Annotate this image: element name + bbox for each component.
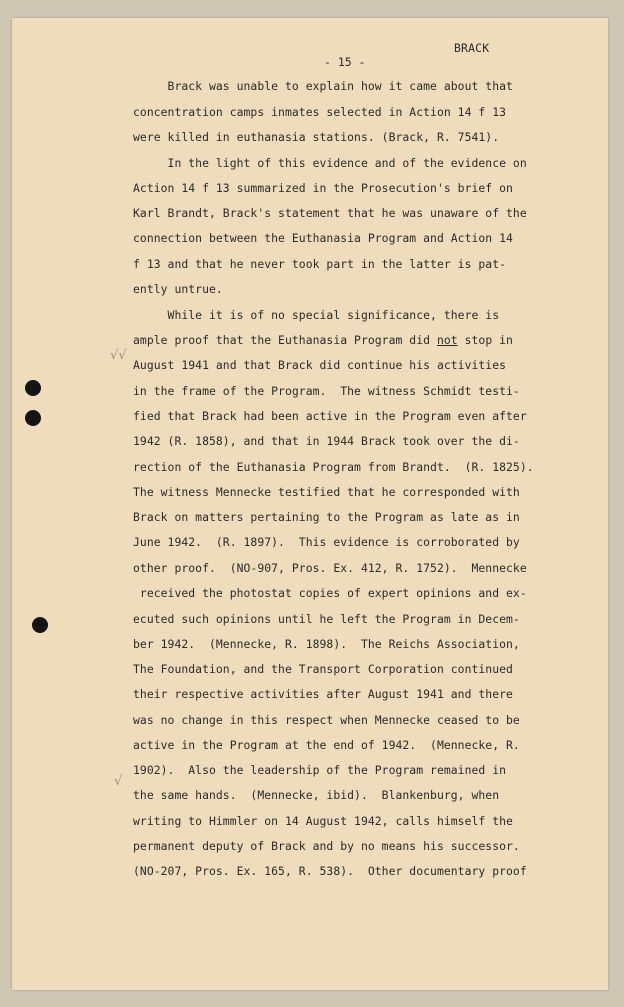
text-line: their respective activities after August 1941 and there bbox=[133, 687, 513, 701]
text-line: were killed in euthanasia stations. (Brack, R. 7541). bbox=[133, 130, 500, 144]
margin-checkmark-single: √ bbox=[114, 774, 123, 789]
text-line: fied that Brack had been active in the Program even after bbox=[133, 409, 527, 423]
document-page bbox=[12, 18, 608, 990]
binder-hole-top bbox=[25, 380, 41, 396]
text-line: Brack was unable to explain how it came about that bbox=[133, 79, 513, 93]
text-line: active in the Program at the end of 1942. (Mennecke, R. bbox=[133, 738, 520, 752]
text-line: permanent deputy of Brack and by no means his successor. bbox=[133, 839, 520, 853]
text-line: other proof. (NO-907, Pros. Ex. 412, R. 1752). Mennecke bbox=[133, 561, 527, 575]
text-line: in the frame of the Program. The witness Schmidt testi- bbox=[133, 384, 520, 398]
page-number: - 15 - bbox=[324, 55, 366, 69]
text-line: Brack on matters pertaining to the Program as late as in bbox=[133, 510, 520, 524]
header-name: BRACK bbox=[454, 41, 490, 55]
text-line: Karl Brandt, Brack's statement that he was unaware of the bbox=[133, 206, 527, 220]
text-line: August 1941 and that Brack did continue his activities bbox=[133, 358, 507, 372]
text-line: 1942 (R. 1858), and that in 1944 Brack took over the di- bbox=[133, 434, 520, 448]
text-line: ecuted such opinions until he left the Program in Decem- bbox=[133, 612, 520, 626]
text-line: the same hands. (Mennecke, ibid). Blankenburg, when bbox=[133, 788, 500, 802]
text-line: rection of the Euthanasia Program from Brandt. (R. 1825). bbox=[133, 460, 534, 474]
text-line: While it is of no special significance, there is bbox=[133, 308, 500, 322]
margin-checkmark-double: √√ bbox=[110, 348, 127, 363]
text-line: concentration camps inmates selected in Action 14 f 13 bbox=[133, 105, 507, 119]
binder-hole-bottom bbox=[32, 617, 48, 633]
text-line: (NO-207, Pros. Ex. 165, R. 538). Other documentary proof bbox=[133, 864, 527, 878]
binder-hole-middle bbox=[25, 410, 41, 426]
text-line: Action 14 f 13 summarized in the Prosecution's brief on bbox=[133, 181, 513, 195]
text-line: writing to Himmler on 14 August 1942, calls himself the bbox=[133, 814, 513, 828]
text-line: was no change in this respect when Mennecke ceased to be bbox=[133, 713, 520, 727]
text-line: 1902). Also the leadership of the Program remained in bbox=[133, 763, 507, 777]
text-line: received the photostat copies of expert opinions and ex- bbox=[133, 586, 527, 600]
text-line: The witness Mennecke testified that he corresponded with bbox=[133, 485, 520, 499]
text-line: In the light of this evidence and of the evidence on bbox=[133, 156, 527, 170]
text-line: June 1942. (R. 1897). This evidence is corroborated by bbox=[133, 535, 520, 549]
text-line: connection between the Euthanasia Program and Action 14 bbox=[133, 231, 513, 245]
text-line: ently untrue. bbox=[133, 282, 223, 296]
text-line: f 13 and that he never took part in the latter is pat- bbox=[133, 257, 507, 271]
text-line: ample proof that the Euthanasia Program did not stop in bbox=[133, 333, 513, 347]
text-line: ber 1942. (Mennecke, R. 1898). The Reichs Association, bbox=[133, 637, 520, 651]
text-line: The Foundation, and the Transport Corporation continued bbox=[133, 662, 513, 676]
